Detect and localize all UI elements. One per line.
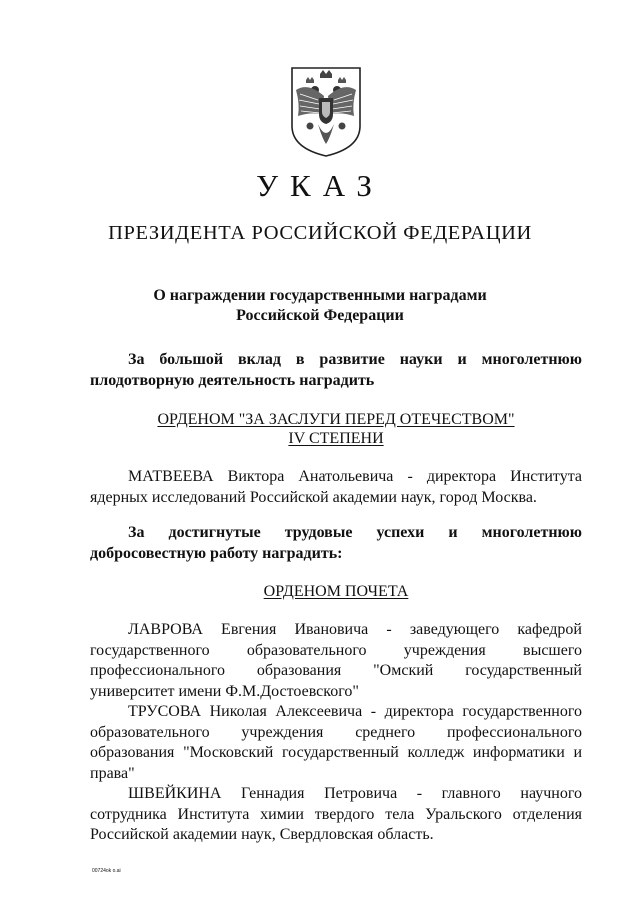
awardee-entry: ЛАВРОВА Евгения Ивановича - заведующего кафедрой государственного образовательного учреждения высшего профессионального образования "Омский государственный университет имени Ф.М.Достоевского" xyxy=(90,621,582,700)
order-name-line-1: ОРДЕНОМ "ЗА ЗАСЛУГИ ПЕРЕД ОТЕЧЕСТВОМ" xyxy=(157,411,515,428)
order-name-line-2: IV СТЕПЕНИ xyxy=(288,430,384,447)
document-code: 00724ok о.ai xyxy=(92,868,121,874)
awardee-entry: ШВЕЙКИНА Геннадия Петровича - главного научного сотрудника Института химии твердого тела Уральского отделения Российской академии наук, Свердловская область. xyxy=(90,785,582,843)
section1-awardee xyxy=(90,467,582,508)
awardee-entry: ТРУСОВА Николая Алексеевича - директора государственного образовательного учреждения среднего профессионального образования "Московский государственный колледж информатики и права" xyxy=(90,703,582,782)
subject-line-2: Российской Федерации xyxy=(236,307,404,324)
section2-intro-line-1: За достигнутые трудовые успехи и многолетнюю xyxy=(128,524,582,541)
decree-subtitle: ПРЕЗИДЕНТА РОССИЙСКОЙ ФЕДЕРАЦИИ xyxy=(108,222,532,244)
coat-of-arms-icon xyxy=(288,64,364,160)
section1-intro-line-2: плодотворную деятельность наградить xyxy=(90,371,375,389)
section2-intro xyxy=(90,523,582,564)
awardee-entry: МАТВЕЕВА Виктора Анатольевича - директора Института ядерных исследований Российской академии наук, город Москва. xyxy=(90,468,582,506)
decree-title: УКАЗ xyxy=(256,168,384,203)
section1-order-title xyxy=(90,410,582,448)
section2-order-title xyxy=(90,582,582,601)
subject-line-1: О награждении государственными наградами xyxy=(153,287,487,304)
decree-subject xyxy=(90,286,550,326)
section1-intro xyxy=(90,350,582,391)
section1-intro-line-1: За большой вклад в развитие науки и многолетнюю xyxy=(128,351,582,368)
order-name: ОРДЕНОМ ПОЧЕТА xyxy=(263,583,409,600)
section2-intro-line-2: добросовестную работу наградить: xyxy=(90,544,343,562)
section2-awardees xyxy=(90,620,582,846)
